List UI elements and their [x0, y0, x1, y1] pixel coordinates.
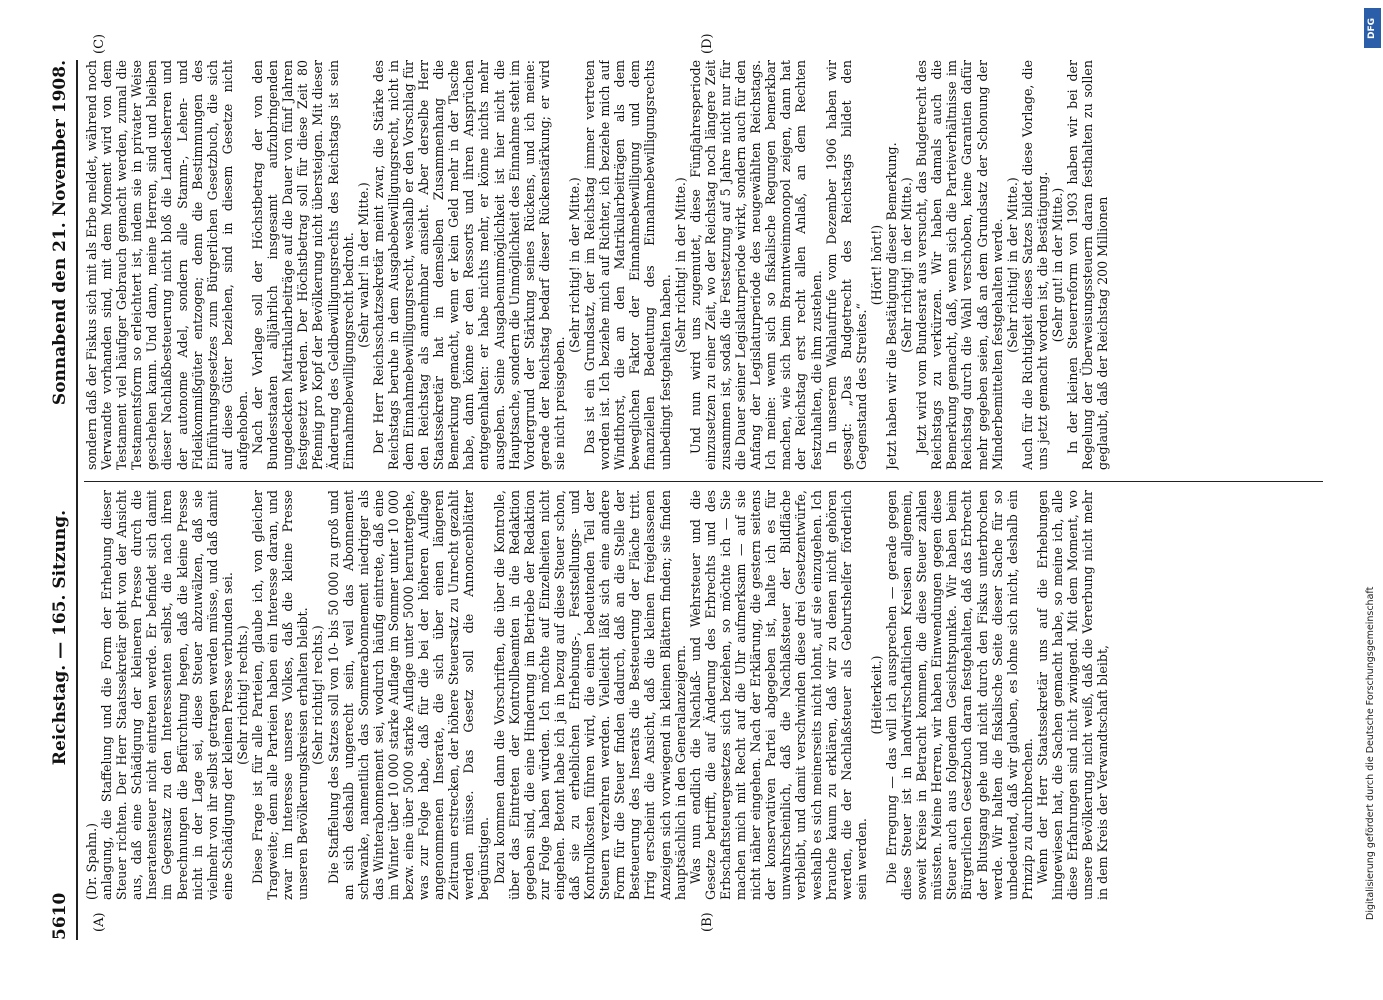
column-divider — [84, 481, 1323, 482]
paragraph: Was nun endlich die Nachlaß- und Wehrsteuer und die Gesetze betrifft, die auf Änderung des Erbrechts und des Erbschaftsteuergesetzes sich beziehen, so möchte ich — Sie machen mich mit Recht auf die Uhr aufmerksam — auf sie nicht näher eingehen. Nach der Erklärung, die gestern seitens der konservativen Partei abgegeben ist, halte ich es für unwahrscheinlich, daß die Nachlaßsteuer der Bildfläche verbleibt, und damit verschwinden diese drei Gesetzentwürfe, weshalb es sich meinerseits nicht lohnt, auf sie einzugehen. Ich brauche kaum zu erklären, daß wir zu denen nicht gehören werden, die der Nachlaßsteuer als Geburtshelfer förderlich sein werden. — [687, 490, 869, 900]
paragraph: Auch für die Richtigkeit dieses Satzes bildet diese Vorlage, die uns jetzt gemacht worden ist, die Bestätigung. — [1019, 60, 1050, 470]
paragraph: anlagung, die Staffelung und die Form der Erhebung dieser Steuer richten. Der Herr Staatssekretär geht von der Ansicht aus, daß eine Schädigung der kleineren Presse durch die Inseratensteuer nicht eintreten werde. Er befindet sich damit im Gegensatz zu den Interessenten selbst, die nach ihren Berechnungen die Befürchtung hegen, daß die kleine Presse nicht in der Lage sei, diese Steuer abzuwälzen, daß sie vielmehr von ihr selbst getragen werden müsse, und daß damit eine Schädigung der kleinen Presse verbunden sei. — [99, 490, 235, 900]
interjection: (Hört! hört!) — [868, 224, 884, 306]
interjection: (Sehr richtig! in der Mitte.) — [567, 177, 582, 353]
left-text-column — [84, 490, 1323, 900]
interjection: (Sehr richtig! rechts.) — [310, 625, 326, 765]
paragraph: Das ist ein Grundsatz, der im Reichstag immer vertreten worden ist. Ich beziehe mich auf Richter, ich beziehe mich auf Windthorst, die an den Matrikularbeiträgen als dem beweglichen Faktor der Einnahmebewilligung und dem finanziellen Bedeutung des Einnahmebewilligungsrechts unbedingt festgehalten haben. — [582, 60, 673, 470]
paragraph: Jetzt haben wir die Bestätigung dieser Bemerkung. — [883, 142, 899, 470]
paragraph: (Dr. Spahn.) — [84, 823, 99, 900]
session-date: Sonnabend den 21. November 1908. — [50, 60, 70, 406]
paragraph: Diese Frage ist für alle Parteien, glaube ich, von gleicher Tragweite; denn alle Parteien haben ein Interesse daran, und zwar im Interesse unseres Volkes, daß die kleine Presse unseren Bevölkerungskreisen erhalten bleibt. — [250, 490, 311, 900]
page-title: Reichstag. — 165. Sitzung. — [50, 509, 70, 766]
paragraph: Der Herr Reichsschatzsekretär meint zwar, die Stärke des Reichstags beruhe in dem Ausgabebewilligungsrecht, nicht in dem Einnahmebewilligungsrecht, weshalb er den Vorschlag für den Reichstag als annehmbar ansieht. Aber derselbe Herr Staatssekretär hat in demselben Zusammenhang die Bemerkung gemacht, wenn er kein Geld mehr in der Tasche habe, dann könne er den Ressorts und ihren Ansprüchen entgegenhalten: er habe nichts mehr, er könne nichts mehr ausgeben. Seine Ausgabenunmöglichkeit ist hier nicht die Hauptsache, sondern die Unmöglichkeit des Einnahme steht im Vordergrund der Stärkung seines Rückens, und ich meine: gerade der Reichstag bedarf dieser Rückenstärkung; er wird sie nicht preisgeben. — [370, 60, 567, 470]
interjection: (Sehr richtig! in der Mitte.) — [672, 177, 688, 353]
interjection: (Sehr richtig! rechts.) — [234, 625, 250, 765]
margin-mark-a: (A) — [92, 912, 107, 932]
paragraph: Wenn der Herr Staatssekretär uns auf die Erhebungen hingewiesen hat, die Sachen gemacht habe, so meine ich, alle diese Erfahrungen sind nicht zwingend. Mit dem Moment, wo unsere Bevölkerung nicht weiß, daß die Vererbung nicht mehr in dem Kreis der Verwandtschaft bleibt, — [1034, 490, 1111, 900]
paragraph: Und nun wird uns zugemutet, diese Fünfjahresperiode einzusetzen zu einer Zeit, wo der Reichstag noch längere Zeit zusammen ist, sodaß die Festsetzung auf 5 Jahre nicht nur für die Dauer seiner Legislaturperiode wirkt, sondern auch für den Anfang der Legislaturperiode des neugewählten Reichstags. Ich meine: wenn sich so fiskalische Regungen bemerkbar machen, wie sich beim Branntweinmonopol zeigen, dann hat der Reichstag erst recht allen Anlaß, an dem Rechten festzuhalten, die ihm zustehen. — [687, 60, 824, 470]
paragraph: Die Staffelung des Satzes soll von 10- bis 50 000 zu groß und an sich deshalb ungerecht sein, weil das Abonnement schwanke, namentlich das Sommerabonnement niedriger als das Winterabonnement sei, wodurch häufig eintrete, daß eine im Winter über 10 000 starke Auflage im Sommer unter 10 000 bezw. eine über 5000 starke Auflage unter 5000 heruntergehe, was zur Folge habe, daß für die bei der höheren Auflage angenommenen Inserate, die sich über einen längeren Zeitraum erstrecken, der höhere Steuersatz zu Unrecht gezahlt werden müsse. Das Gesetz soll die Annoncenblätter begünstigen. — [325, 490, 492, 900]
page-header — [40, 60, 70, 940]
page-number: 5610 — [50, 892, 70, 940]
interjection: (Sehr richtig! in der Mitte.) — [899, 177, 915, 353]
interjection: (Sehr richtig! in der Mitte.) — [1004, 177, 1020, 353]
dfg-logo: DFG — [1364, 8, 1381, 48]
margin-mark-b: (B) — [700, 912, 715, 932]
interjection: (Sehr gut! in der Mitte.) — [1050, 187, 1065, 343]
paragraph: Jetzt wird vom Bundesrat aus versucht, das Budgetrecht des Reichstags zu verkürzen. Wir haben damals auch die Bemerkung gemacht, daß, wenn sich die Parteiverhältnisse im Reichstag durch die Wahl verschoben, keine Garantien dafür mehr gegeben seien, daß an dem Grundsatz der Schonung der Minderbemittelten festgehalten werde. — [914, 60, 1005, 470]
paragraph: Die Erregung — das will ich aussprechen — gerade gegen diese Steuer ist in landwirtschaftlichen Kreisen allgemein, soweit Kreise in Betracht kommen, die diese Steuer zahlen müssten. Meine Herren, wir haben Einwendungen gegen diese Steuer auch aus folgendem Gesichtspunkte. Wir haben beim Bürgerlichen Gesetzbuch daran festgehalten, daß das Erbrecht der Blutsgang gehe und nicht durch den Fiskus unterbrochen werde. Wir halten die fiskalische Seite dieser Sache für so unbedeutend, daß wir glauben, es lohne sich nicht, deshalb ein Prinzip zu durchbrechen. — [883, 490, 1035, 900]
digitization-credit: Digitalisierung gefördert durch die Deutsche Forschungsgemeinschaft — [1365, 586, 1376, 920]
header-rule — [76, 60, 78, 940]
paragraph: In der kleinen Steuerreform von 1903 haben wir bei der Regelung der Überweisungssteuern daran festhalten zu sollen geglaubt, daß der Reichstag 200 Millionen — [1065, 60, 1111, 470]
paragraph: sondern daß der Fiskus sich mit als Erbe meldet, während noch Verwandte vorhanden sind, mit dem Moment wird von dem Testament viel häufiger Gebrauch gemacht werden, zumal die Testamentsform so erleichtert ist, indem sie in privater Weise geschehen kann. Und dann, meine Herren, sind und bleiben dieser Nachlaßbesteuerung nicht bloß die Landesherren und der autonome Adel, sondern alle Stamm-, Lehen- und Fideikommißgüter entzogen; denn die Bestimmungen des Einführungsgesetzes zum Bürgerlichen Gesetzbuch, die sich auf diese Güter beziehen, sind in diesem Gesetze nicht aufgehoben. — [84, 60, 250, 470]
interjection: (Sehr wahr! in der Mitte.) — [355, 182, 371, 348]
margin-mark-d: (D) — [700, 33, 715, 54]
paragraph: Dazu kommen dann die Vorschriften, die über die Kontrolle, über das Eintreten der Kontrollbeamten in die Redaktion gegeben sind, die eine Hinderung im Betriebe der Redaktion zur Folge haben würden. Ich möchte auf Einzelheiten nicht eingehen. Betont habe ich ja in bezug auf diese Steuer schon, daß sie zu erheblichen Erhebungs-, Feststellungs- und Kontrollkosten führen wird, die einen bedeutenden Teil der Steuern verzehren werden. Vielleicht läßt sich eine andere Form für die Steuer finden dadurch, daß an die Stelle der Besteuerung des Inserats die Besteuerung der Fläche tritt. Irrig erscheint die Ansicht, daß die kleinen freigelassenen Anzeigen sich vorwiegend in kleinen Blättern finden; sie finden hauptsächlich in den Generalanzeigern. — [491, 490, 688, 900]
right-text-column — [84, 60, 1323, 470]
paragraph: Nach der Vorlage soll der Höchstbetrag der von den Bundesstaaten alljährlich insgesamt aufzubringenden ungedeckten Matrikularbeiträge auf die Dauer von fünf Jahren festgesetzt werden. Der Höchstbetrag soll für diese Zeit 80 Pfennig pro Kopf der Bevölkerung nicht übersteigen. Mit dieser Änderung des Geldbewilligungsrechts des Reichstags ist sein Einnahmebewilligungsrecht bedroht. — [250, 60, 356, 470]
paragraph: In unserem Wahlaufrufe vom Dezember 1906 haben wir gesagt: „Das Budgetrecht des Reichstags bildet den Gegenstand des Streites.“ — [823, 60, 869, 470]
interjection: (Heiterkeit.) — [868, 655, 884, 735]
margin-mark-c: (C) — [92, 33, 107, 54]
digitization-sidebar — [1362, 0, 1383, 1000]
